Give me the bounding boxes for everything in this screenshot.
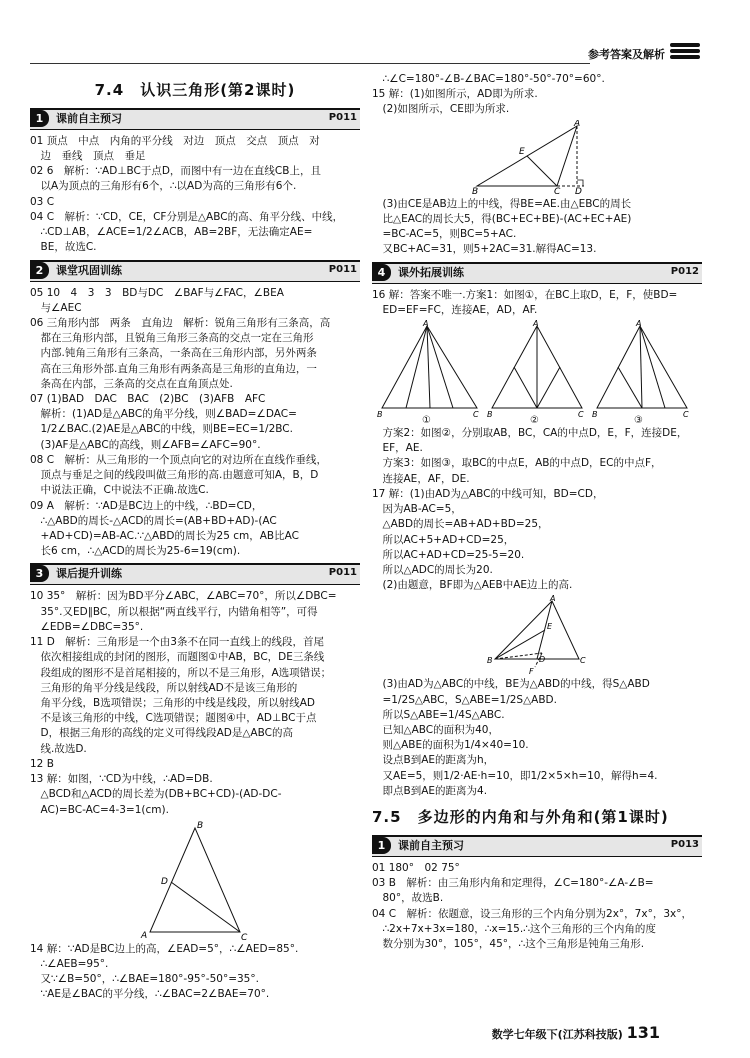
answer-line: 依次相接组成的封闭的图形，而题图①中AB，BC，DE三条线 — [30, 651, 325, 664]
answer-line: 04 C 解析：依题意，设三角形的三个内角分别为2x°，7x°，3x°， — [372, 907, 692, 920]
answer-line: 顶点与垂足之间的线段叫做三角形的高.由题意可知A，B，D — [30, 469, 319, 482]
figure-q15-triangle — [472, 120, 602, 195]
figure-q16-three-triangles — [377, 320, 697, 424]
answer-line: 10 35° 解析：因为BD平分∠ABC，∠ABC=70°，所以∠DBC= — [30, 590, 337, 603]
svg-text:B: B — [487, 409, 493, 419]
answer-line: ∴△ABD的周长-△ACD的周长=(AB+BD+AD)-(AC — [30, 514, 277, 527]
svg-text:C: C — [473, 409, 479, 419]
answers-q14 — [30, 942, 360, 1003]
answer-line: ∴CD⊥AB，∠ACE=1/2∠ACB，AB=2BF，无法确定AE= — [30, 226, 313, 239]
answer-line: 高在三角形外部.直角三角形有两条高是三角形的直角边，一 — [30, 362, 317, 375]
answer-line: 14 解：∵AD是BC边上的高，∠EAD=5°，∴∠AED=85°. — [30, 942, 299, 955]
answer-line: 35°.又ED∥BC，所以根据“两直线平行，内错角相等”，可得 — [30, 605, 318, 618]
answer-line: 09 A 解析：∵AD是BC边上的中线，∴BD=CD， — [30, 499, 263, 512]
answer-line: ∠EDB=∠DBC=35°. — [30, 620, 144, 633]
answer-line: 方案2：如图②，分别取AB，BC，CA的中点D，E，F，连接DE， — [372, 426, 688, 439]
left-column — [30, 72, 360, 1003]
svg-text:D: D — [539, 655, 546, 665]
svg-text:B: B — [592, 409, 598, 419]
svg-text:F: F — [529, 667, 534, 676]
answers-class — [30, 286, 360, 560]
right-column — [372, 72, 702, 952]
answer-line: 1/2∠BAC.(2)AE是△ABC的中线，则BE=EC=1/2BC. — [30, 423, 293, 436]
section-title-7-5: 7.5 多边形的内角和与外角和(第1课时) — [372, 808, 669, 827]
header-rule — [30, 63, 590, 64]
answer-line: 三角形的角平分线是线段，所以射线AD不是该三角形的 — [30, 681, 298, 694]
answer-line: 又BC+AC=31，则5+2AC=31.解得AC=13. — [372, 243, 597, 256]
answer-line: 长6 cm，∴△ACD的周长为25-6=19(cm). — [30, 545, 241, 558]
answer-line: 11 D 解析：三角形是一个由3条不在同一直线上的线段，首尾 — [30, 636, 324, 649]
footer-book-title: 数学七年级下(江苏科技版) — [491, 1027, 623, 1041]
answers-q14-cont — [372, 72, 702, 118]
answer-line: ∴∠C=180°-∠B-∠BAC=180°-50°-70°=60°. — [372, 73, 605, 85]
answers-q16 — [372, 288, 702, 318]
answer-line: (2)由题意，BF即为△AEB中AE边上的高. — [372, 579, 573, 592]
answer-line: ∴∠AEB=95°. — [30, 957, 109, 970]
answer-line: △BCD和△ACD的周长差为(DB+BC+CD)-(AD-DC- — [30, 788, 282, 801]
answer-line: =1/2S△ABC，S△ABE=1/2S△ABD. — [372, 693, 557, 706]
answer-line: 已知△ABC的面积为40， — [372, 724, 499, 737]
answer-line: 比△EAC的周长大5，得(BC+EC+BE)-(AC+EC+AE) — [372, 212, 632, 225]
answer-line: 以A为顶点的三角形有6个，∴以AD为高的三角形有6个. — [30, 180, 297, 193]
answers-q16-q17 — [372, 426, 702, 593]
answer-line: 03 C — [30, 195, 55, 208]
svg-text:C: C — [554, 186, 561, 195]
answer-line: 内部.钝角三角形有三条高，一条高在三角形内部，另外两条 — [30, 347, 317, 360]
answer-line: +AD+CD)=AB-AC.∵△ABD的周长为25 cm，AB比AC — [30, 530, 299, 542]
figure-q13-triangle — [135, 820, 255, 940]
answer-line: 17 解：(1)由AD为△ABC的中线可知，BD=CD， — [372, 487, 604, 500]
answer-line: 15 解：(1)如图所示，AD即为所求. — [372, 88, 538, 101]
section-bar-preview-7-5: 1 课前自主预习 P013 — [372, 835, 702, 857]
svg-text:A: A — [636, 319, 642, 328]
svg-text:A: A — [533, 319, 539, 328]
answer-line: 则△ABE的面积为1/4×40=10. — [372, 739, 529, 752]
answer-line: 数分别为30°，105°，45°，∴这个三角形是钝角三角形. — [372, 937, 645, 950]
page-footer — [492, 1021, 660, 1044]
answer-line: 段组成的图形不是首尾相接的，所以不是三角形，A选项错误； — [30, 666, 332, 679]
answer-line: 设点B到AE的距离为h， — [372, 754, 495, 767]
section-bar-after: 3 课后提升训练 P011 — [30, 563, 360, 585]
answers-after — [30, 589, 360, 817]
figure-q17-triangle — [487, 595, 587, 675]
answer-line: 16 解：答案不唯一.方案1：如图①，在BC上取D，E，F，使BD= — [372, 288, 678, 301]
answer-line: 中说法正确，C中说法不正确.故选C. — [30, 484, 209, 497]
svg-text:B: B — [377, 409, 383, 419]
answer-line: (3)由AD为△ABC的中线，BE为△ABD的中线，得S△ABD — [372, 678, 650, 691]
answer-line: 因为AB-AC=5， — [372, 503, 462, 516]
section-title-7-4: 7.4 认识三角形(第2课时) — [94, 81, 296, 99]
section-bar-preview: 1 课前自主预习 P011 — [30, 108, 360, 130]
section-bar-extension: 4 课外拓展训练 P012 — [372, 262, 702, 284]
answer-line: 方案3：如图③，取BC的中点E，AB的中点D，EC的中点F， — [372, 457, 662, 470]
page-number: 131 — [626, 1022, 660, 1042]
answer-line: 即点B到AE的距离为4. — [372, 784, 488, 797]
answer-line: (3)AF是△ABC的高线，则∠AFB=∠AFC=90°. — [30, 438, 261, 451]
answer-line: 所以AC+5+AD+CD=25， — [372, 533, 515, 546]
answer-line: 01 顶点 中点 内角的平分线 对边 顶点 交点 顶点 对 — [30, 134, 320, 147]
svg-text:C: C — [578, 409, 584, 419]
svg-text:C: C — [580, 656, 586, 666]
header-title: 参考答案及解析 — [588, 48, 665, 61]
svg-text:B: B — [487, 656, 493, 666]
answers-preview — [30, 134, 360, 256]
answer-line: 不是该三角形的中线，C选项错误；题图④中，AD⊥BC于点 — [30, 712, 317, 725]
svg-text:B: B — [472, 186, 479, 195]
answer-line: 解析：(1)AD是△ABC的角平分线，则∠BAD=∠DAC= — [30, 408, 297, 421]
book-logo-icon — [670, 41, 700, 63]
answer-line: 80°，故选B. — [372, 892, 444, 905]
answers-q15-3 — [372, 197, 702, 258]
answer-line: 连接AE，AF，DE. — [372, 472, 470, 485]
svg-text:C: C — [241, 932, 248, 940]
figure-q16-captions: ① ② ③ — [422, 414, 643, 426]
answer-line: 边 垂线 顶点 垂足 — [30, 149, 146, 162]
answer-line: =BC-AC=5，则BC=5+AC. — [372, 228, 517, 241]
answer-line: 所以△ADC的周长为20. — [372, 563, 493, 576]
answer-line: 04 C 解析：∵CD，CE，CF分别是△ABC的高、角平分线、中线， — [30, 210, 344, 223]
answer-line: 05 10 4 3 3 BD与DC ∠BAF与∠FAC，∠BEA — [30, 286, 284, 299]
answer-line: 12 B — [30, 757, 54, 770]
page-header — [30, 47, 720, 61]
answer-line: △ABD的周长=AB+AD+BD=25， — [372, 518, 549, 531]
answer-line: D，根据三角形的高线的定义可得线段AD是△ABC的高 — [30, 727, 293, 740]
answer-line: BE，故选C. — [30, 241, 97, 254]
answer-line: 07 (1)BAD DAC BAC (2)BC (3)AFB AFC — [30, 393, 266, 406]
answer-line: 06 三角形内部 两条 直角边 解析：锐角三角形有三条高，高 — [30, 316, 331, 329]
answer-line: 所以AC+AD+CD=25-5=20. — [372, 548, 525, 561]
answer-line: 线.故选D. — [30, 742, 87, 755]
answer-line: 又∵∠B=50°，∴∠BAE=180°-95°-50°=35°. — [30, 973, 259, 986]
section-bar-class: 2 课堂巩固训练 P011 — [30, 260, 360, 282]
answer-line: (2)如图所示，CE即为所求. — [372, 103, 510, 116]
svg-text:A: A — [550, 595, 556, 604]
svg-text:D: D — [161, 876, 168, 887]
svg-text:E: E — [547, 622, 553, 632]
svg-text:C: C — [683, 409, 689, 419]
answer-line: 02 6 解析：∵AD⊥BC于点D，而图中有一边在直线CB上，且 — [30, 165, 321, 178]
svg-text:B: B — [197, 820, 204, 831]
svg-text:A: A — [141, 930, 148, 940]
svg-text:A: A — [423, 319, 429, 328]
answer-line: 03 B 解析：由三角形内角和定理得，∠C=180°-∠A-∠B= — [372, 877, 654, 890]
answer-line: 条高在内部，三条高的交点在直角顶点处. — [30, 377, 233, 390]
answer-line: 01 180° 02 75° — [372, 861, 460, 874]
answer-line: ∴2x+7x+3x=180，∴x=15.∴这个三角形的三个内角的度 — [372, 922, 656, 935]
answer-line: (3)由CE是AB边上的中线，得BE=AE.由△EBC的周长 — [372, 197, 632, 210]
svg-text:E: E — [519, 146, 525, 157]
answer-line: AC)=BC-AC=4-3=1(cm). — [30, 803, 169, 816]
answer-line: EF，AE. — [372, 442, 423, 455]
answer-line: ED=EF=FC，连接AE，AD，AF. — [372, 303, 538, 316]
answer-line: 所以S△ABE=1/4S△ABC. — [372, 708, 505, 721]
svg-text:D: D — [575, 186, 582, 195]
answer-line: 都在三角形内部，且锐角三角形三条高的交点一定在三角形 — [30, 332, 314, 345]
answer-line: ∵AE是∠BAC的平分线，∴∠BAC=2∠BAE=70°. — [30, 988, 270, 1001]
answer-line: 与∠AEC — [30, 301, 82, 314]
svg-text:A: A — [574, 119, 581, 129]
answer-line: 08 C 解析：从三角形的一个顶点向它的对边所在直线作垂线， — [30, 453, 328, 466]
answer-line: 又AE=5，则1/2·AE·h=10，即1/2×5×h=10，解得h=4. — [372, 769, 658, 782]
answer-line: 13 解：如图，∵CD为中线，∴AD=DB. — [30, 773, 213, 786]
answers-q17-3 — [372, 677, 702, 799]
answers-7-5 — [372, 861, 702, 952]
answer-line: 角平分线，B选项错误；三角形的中线是线段，所以射线AD — [30, 696, 315, 709]
